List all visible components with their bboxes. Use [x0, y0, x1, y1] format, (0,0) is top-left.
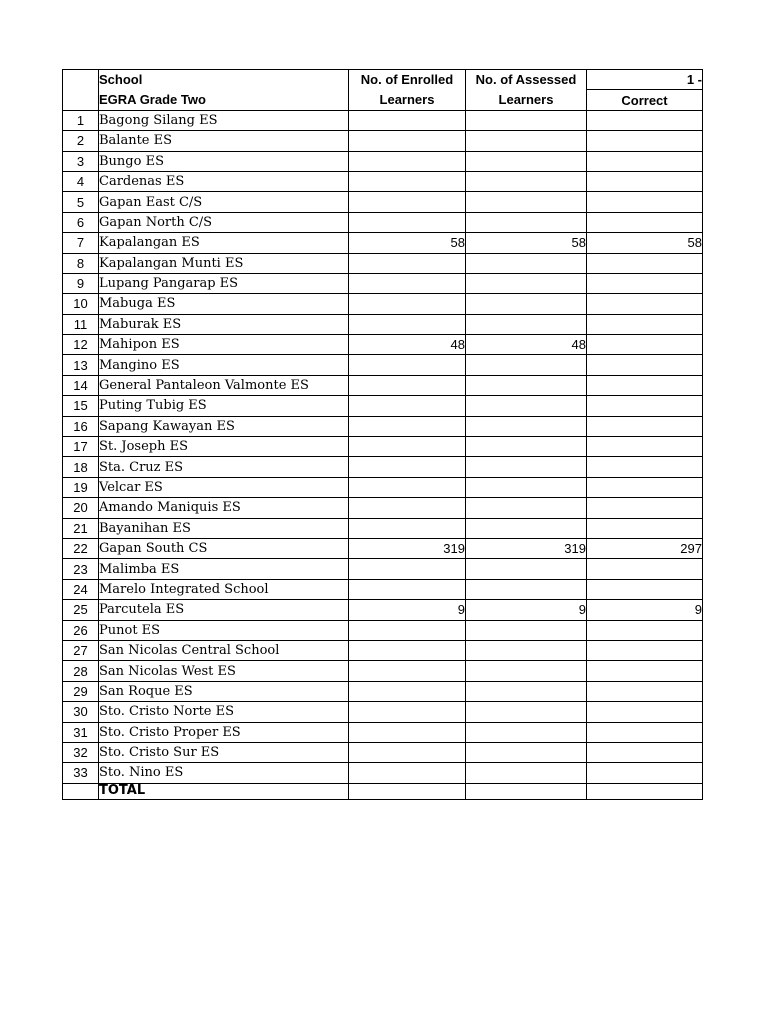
- row-number-cell: 22: [63, 538, 99, 558]
- enrolled-cell[interactable]: [349, 294, 466, 314]
- school-name-cell[interactable]: Kapalangan Munti ES: [99, 253, 349, 273]
- row-number-cell: 14: [63, 375, 99, 395]
- school-name-cell[interactable]: Punot ES: [99, 620, 349, 640]
- row-number-cell: 28: [63, 661, 99, 681]
- row-number-cell: 3: [63, 151, 99, 171]
- table-row: [63, 600, 703, 620]
- total-label: TOTAL: [99, 783, 349, 799]
- enrolled-cell[interactable]: [349, 375, 466, 395]
- enrolled-cell[interactable]: [349, 681, 466, 701]
- table-row: [63, 538, 703, 558]
- correct-cell[interactable]: [587, 314, 703, 334]
- row-number-cell: 10: [63, 294, 99, 314]
- school-name-cell[interactable]: Maburak ES: [99, 314, 349, 334]
- assessed-cell[interactable]: [466, 253, 587, 273]
- assessed-cell[interactable]: [466, 375, 587, 395]
- row-number-cell: 23: [63, 559, 99, 579]
- enrolled-cell[interactable]: 58: [349, 233, 466, 253]
- enrolled-cell[interactable]: [349, 477, 466, 497]
- correct-cell[interactable]: [587, 294, 703, 314]
- table-row: [63, 335, 703, 355]
- table-row: [63, 375, 703, 395]
- table-row: [63, 579, 703, 599]
- row-number-cell: 26: [63, 620, 99, 640]
- enrolled-cell[interactable]: [349, 702, 466, 722]
- enrolled-cell[interactable]: [349, 579, 466, 599]
- row-number-cell: 19: [63, 477, 99, 497]
- total-correct-cell[interactable]: [587, 783, 703, 799]
- correct-cell[interactable]: [587, 335, 703, 355]
- row-number-cell: 33: [63, 763, 99, 783]
- enrolled-cell[interactable]: [349, 110, 466, 130]
- correct-cell[interactable]: [587, 355, 703, 375]
- assessed-cell[interactable]: [466, 171, 587, 191]
- table-row: [63, 131, 703, 151]
- spreadsheet-page: [62, 69, 702, 799]
- table-row: [63, 253, 703, 273]
- row-number-cell: 11: [63, 314, 99, 334]
- assessed-header-sub: Learners: [466, 90, 587, 110]
- school-name-cell[interactable]: Kapalangan ES: [99, 233, 349, 253]
- assessed-header: No. of Assessed: [466, 70, 587, 90]
- enrolled-cell[interactable]: [349, 131, 466, 151]
- school-name-cell[interactable]: Gapan South CS: [99, 538, 349, 558]
- row-number-cell: 16: [63, 416, 99, 436]
- school-name-cell[interactable]: Sto. Cristo Sur ES: [99, 742, 349, 762]
- school-name-cell[interactable]: Parcutela ES: [99, 600, 349, 620]
- correct-cell[interactable]: [587, 620, 703, 640]
- table-row: [63, 661, 703, 681]
- row-number-header: [63, 70, 99, 111]
- school-name-cell[interactable]: Sta. Cruz ES: [99, 457, 349, 477]
- enrolled-cell[interactable]: 319: [349, 538, 466, 558]
- school-name-cell[interactable]: Sto. Nino ES: [99, 763, 349, 783]
- assessed-cell[interactable]: [466, 579, 587, 599]
- enrolled-cell[interactable]: [349, 171, 466, 191]
- table-row: [63, 110, 703, 130]
- enrolled-cell[interactable]: [349, 559, 466, 579]
- school-name-cell[interactable]: Marelo Integrated School: [99, 579, 349, 599]
- correct-cell[interactable]: [587, 171, 703, 191]
- correct-cell[interactable]: [587, 396, 703, 416]
- row-number-cell: 25: [63, 600, 99, 620]
- assessed-cell[interactable]: [466, 640, 587, 660]
- assessed-cell[interactable]: 48: [466, 335, 587, 355]
- enrolled-cell[interactable]: [349, 273, 466, 293]
- enrolled-cell[interactable]: [349, 722, 466, 742]
- table-row: [63, 192, 703, 212]
- correct-cell[interactable]: [587, 375, 703, 395]
- table-row: [63, 416, 703, 436]
- row-number-cell: 1: [63, 110, 99, 130]
- enrolled-cell[interactable]: 9: [349, 600, 466, 620]
- enrolled-cell[interactable]: [349, 661, 466, 681]
- enrolled-cell[interactable]: 48: [349, 335, 466, 355]
- table-row: [63, 437, 703, 457]
- school-name-cell[interactable]: Velcar ES: [99, 477, 349, 497]
- group-header: 1 -: [587, 70, 703, 90]
- correct-header: Correct: [587, 90, 703, 110]
- enrolled-cell[interactable]: [349, 498, 466, 518]
- school-name-cell[interactable]: Amando Maniquis ES: [99, 498, 349, 518]
- assessed-cell[interactable]: [466, 620, 587, 640]
- assessed-cell[interactable]: [466, 110, 587, 130]
- assessed-cell[interactable]: [466, 681, 587, 701]
- assessed-cell[interactable]: [466, 722, 587, 742]
- school-name-cell[interactable]: Bagong Silang ES: [99, 110, 349, 130]
- enrolled-header: No. of Enrolled: [349, 70, 466, 90]
- row-number-cell: 24: [63, 579, 99, 599]
- correct-cell[interactable]: [587, 192, 703, 212]
- assessed-cell[interactable]: [466, 661, 587, 681]
- school-name-cell[interactable]: Bungo ES: [99, 151, 349, 171]
- assessed-cell[interactable]: [466, 396, 587, 416]
- school-name-cell[interactable]: Mabuga ES: [99, 294, 349, 314]
- assessed-cell[interactable]: [466, 763, 587, 783]
- correct-cell[interactable]: [587, 477, 703, 497]
- assessed-cell[interactable]: 319: [466, 538, 587, 558]
- assessed-cell[interactable]: [466, 273, 587, 293]
- row-number-cell: 29: [63, 681, 99, 701]
- row-number-cell: 20: [63, 498, 99, 518]
- school-name-cell[interactable]: Gapan North C/S: [99, 212, 349, 232]
- enrolled-cell[interactable]: [349, 314, 466, 334]
- correct-cell[interactable]: [587, 681, 703, 701]
- row-number-cell: 17: [63, 437, 99, 457]
- school-name-cell[interactable]: Malimba ES: [99, 559, 349, 579]
- table-row: [63, 396, 703, 416]
- enrolled-header-sub: Learners: [349, 90, 466, 110]
- enrolled-cell[interactable]: [349, 620, 466, 640]
- row-number-cell: 4: [63, 171, 99, 191]
- enrolled-cell[interactable]: [349, 457, 466, 477]
- table-row: [63, 457, 703, 477]
- enrolled-cell[interactable]: [349, 212, 466, 232]
- row-number-cell: 18: [63, 457, 99, 477]
- correct-cell[interactable]: [587, 640, 703, 660]
- assessed-cell[interactable]: 9: [466, 600, 587, 620]
- correct-cell[interactable]: [587, 518, 703, 538]
- total-number-cell: [63, 783, 99, 799]
- row-number-cell: 21: [63, 518, 99, 538]
- enrolled-cell[interactable]: [349, 151, 466, 171]
- school-name-cell[interactable]: Sapang Kawayan ES: [99, 416, 349, 436]
- assessed-cell[interactable]: [466, 702, 587, 722]
- school-name-cell[interactable]: San Nicolas Central School: [99, 640, 349, 660]
- table-row: [63, 559, 703, 579]
- school-name-cell[interactable]: Mangino ES: [99, 355, 349, 375]
- grade-header: EGRA Grade Two: [99, 90, 349, 110]
- school-name-cell[interactable]: Sto. Cristo Proper ES: [99, 722, 349, 742]
- correct-cell[interactable]: [587, 416, 703, 436]
- assessed-cell[interactable]: [466, 437, 587, 457]
- row-number-cell: 2: [63, 131, 99, 151]
- assessed-cell[interactable]: [466, 192, 587, 212]
- correct-cell[interactable]: [587, 212, 703, 232]
- correct-cell[interactable]: [587, 722, 703, 742]
- enrolled-cell[interactable]: [349, 355, 466, 375]
- table-row: [63, 702, 703, 722]
- row-number-cell: 13: [63, 355, 99, 375]
- row-number-cell: 15: [63, 396, 99, 416]
- enrolled-cell[interactable]: [349, 396, 466, 416]
- school-name-cell[interactable]: San Roque ES: [99, 681, 349, 701]
- table-row: [63, 355, 703, 375]
- assessed-cell[interactable]: [466, 742, 587, 762]
- row-number-cell: 32: [63, 742, 99, 762]
- assessed-cell[interactable]: [466, 314, 587, 334]
- assessed-cell[interactable]: [466, 559, 587, 579]
- row-number-cell: 12: [63, 335, 99, 355]
- row-number-cell: 27: [63, 640, 99, 660]
- assessed-cell[interactable]: 58: [466, 233, 587, 253]
- enrolled-cell[interactable]: [349, 763, 466, 783]
- correct-cell[interactable]: [587, 110, 703, 130]
- correct-cell[interactable]: [587, 498, 703, 518]
- correct-cell[interactable]: 58: [587, 233, 703, 253]
- assessed-cell[interactable]: [466, 212, 587, 232]
- header-row-2: [63, 90, 703, 110]
- assessed-cell[interactable]: [466, 355, 587, 375]
- table-row: [63, 151, 703, 171]
- enrolled-cell[interactable]: [349, 518, 466, 538]
- assessed-cell[interactable]: [466, 416, 587, 436]
- enrolled-cell[interactable]: [349, 437, 466, 457]
- school-name-cell[interactable]: Sto. Cristo Norte ES: [99, 702, 349, 722]
- table-row: [63, 640, 703, 660]
- school-name-cell[interactable]: St. Joseph ES: [99, 437, 349, 457]
- correct-cell[interactable]: [587, 437, 703, 457]
- school-name-cell[interactable]: Puting Tubig ES: [99, 396, 349, 416]
- correct-cell[interactable]: [587, 661, 703, 681]
- egra-table: [62, 69, 703, 800]
- table-row: [63, 233, 703, 253]
- table-row: [63, 171, 703, 191]
- school-header: School: [99, 70, 349, 90]
- school-name-cell[interactable]: Gapan East C/S: [99, 192, 349, 212]
- row-number-cell: 31: [63, 722, 99, 742]
- school-name-cell[interactable]: Cardenas ES: [99, 171, 349, 191]
- assessed-cell[interactable]: [466, 294, 587, 314]
- school-name-cell[interactable]: San Nicolas West ES: [99, 661, 349, 681]
- school-name-cell[interactable]: Bayanihan ES: [99, 518, 349, 538]
- correct-cell[interactable]: [587, 742, 703, 762]
- table-row: [63, 518, 703, 538]
- row-number-cell: 7: [63, 233, 99, 253]
- enrolled-cell[interactable]: [349, 640, 466, 660]
- assessed-cell[interactable]: [466, 477, 587, 497]
- table-row: [63, 722, 703, 742]
- row-number-cell: 5: [63, 192, 99, 212]
- assessed-cell[interactable]: [466, 457, 587, 477]
- table-row: [63, 681, 703, 701]
- row-number-cell: 30: [63, 702, 99, 722]
- correct-cell[interactable]: [587, 763, 703, 783]
- row-number-cell: 8: [63, 253, 99, 273]
- total-enrolled-cell[interactable]: [349, 783, 466, 799]
- school-name-cell[interactable]: General Pantaleon Valmonte ES: [99, 375, 349, 395]
- enrolled-cell[interactable]: [349, 742, 466, 762]
- enrolled-cell[interactable]: [349, 416, 466, 436]
- table-row: [63, 498, 703, 518]
- table-row: [63, 763, 703, 783]
- total-assessed-cell[interactable]: [466, 783, 587, 799]
- table-row: [63, 620, 703, 640]
- table-row: [63, 212, 703, 232]
- school-name-cell[interactable]: Mahipon ES: [99, 335, 349, 355]
- school-name-cell[interactable]: Lupang Pangarap ES: [99, 273, 349, 293]
- school-name-cell[interactable]: Balante ES: [99, 131, 349, 151]
- correct-cell[interactable]: [587, 559, 703, 579]
- assessed-cell[interactable]: [466, 498, 587, 518]
- assessed-cell[interactable]: [466, 518, 587, 538]
- correct-cell[interactable]: [587, 253, 703, 273]
- correct-cell[interactable]: [587, 273, 703, 293]
- correct-cell[interactable]: [587, 579, 703, 599]
- correct-cell[interactable]: 9: [587, 600, 703, 620]
- correct-cell[interactable]: [587, 702, 703, 722]
- total-row: [63, 783, 703, 799]
- table-row: [63, 314, 703, 334]
- table-row: [63, 294, 703, 314]
- table-row: [63, 477, 703, 497]
- assessed-cell[interactable]: [466, 131, 587, 151]
- assessed-cell[interactable]: [466, 151, 587, 171]
- correct-cell[interactable]: [587, 457, 703, 477]
- row-number-cell: 6: [63, 212, 99, 232]
- enrolled-cell[interactable]: [349, 192, 466, 212]
- correct-cell[interactable]: [587, 151, 703, 171]
- row-number-cell: 9: [63, 273, 99, 293]
- header-row-1: [63, 70, 703, 90]
- correct-cell[interactable]: 297: [587, 538, 703, 558]
- enrolled-cell[interactable]: [349, 253, 466, 273]
- table-row: [63, 742, 703, 762]
- table-row: [63, 273, 703, 293]
- correct-cell[interactable]: [587, 131, 703, 151]
